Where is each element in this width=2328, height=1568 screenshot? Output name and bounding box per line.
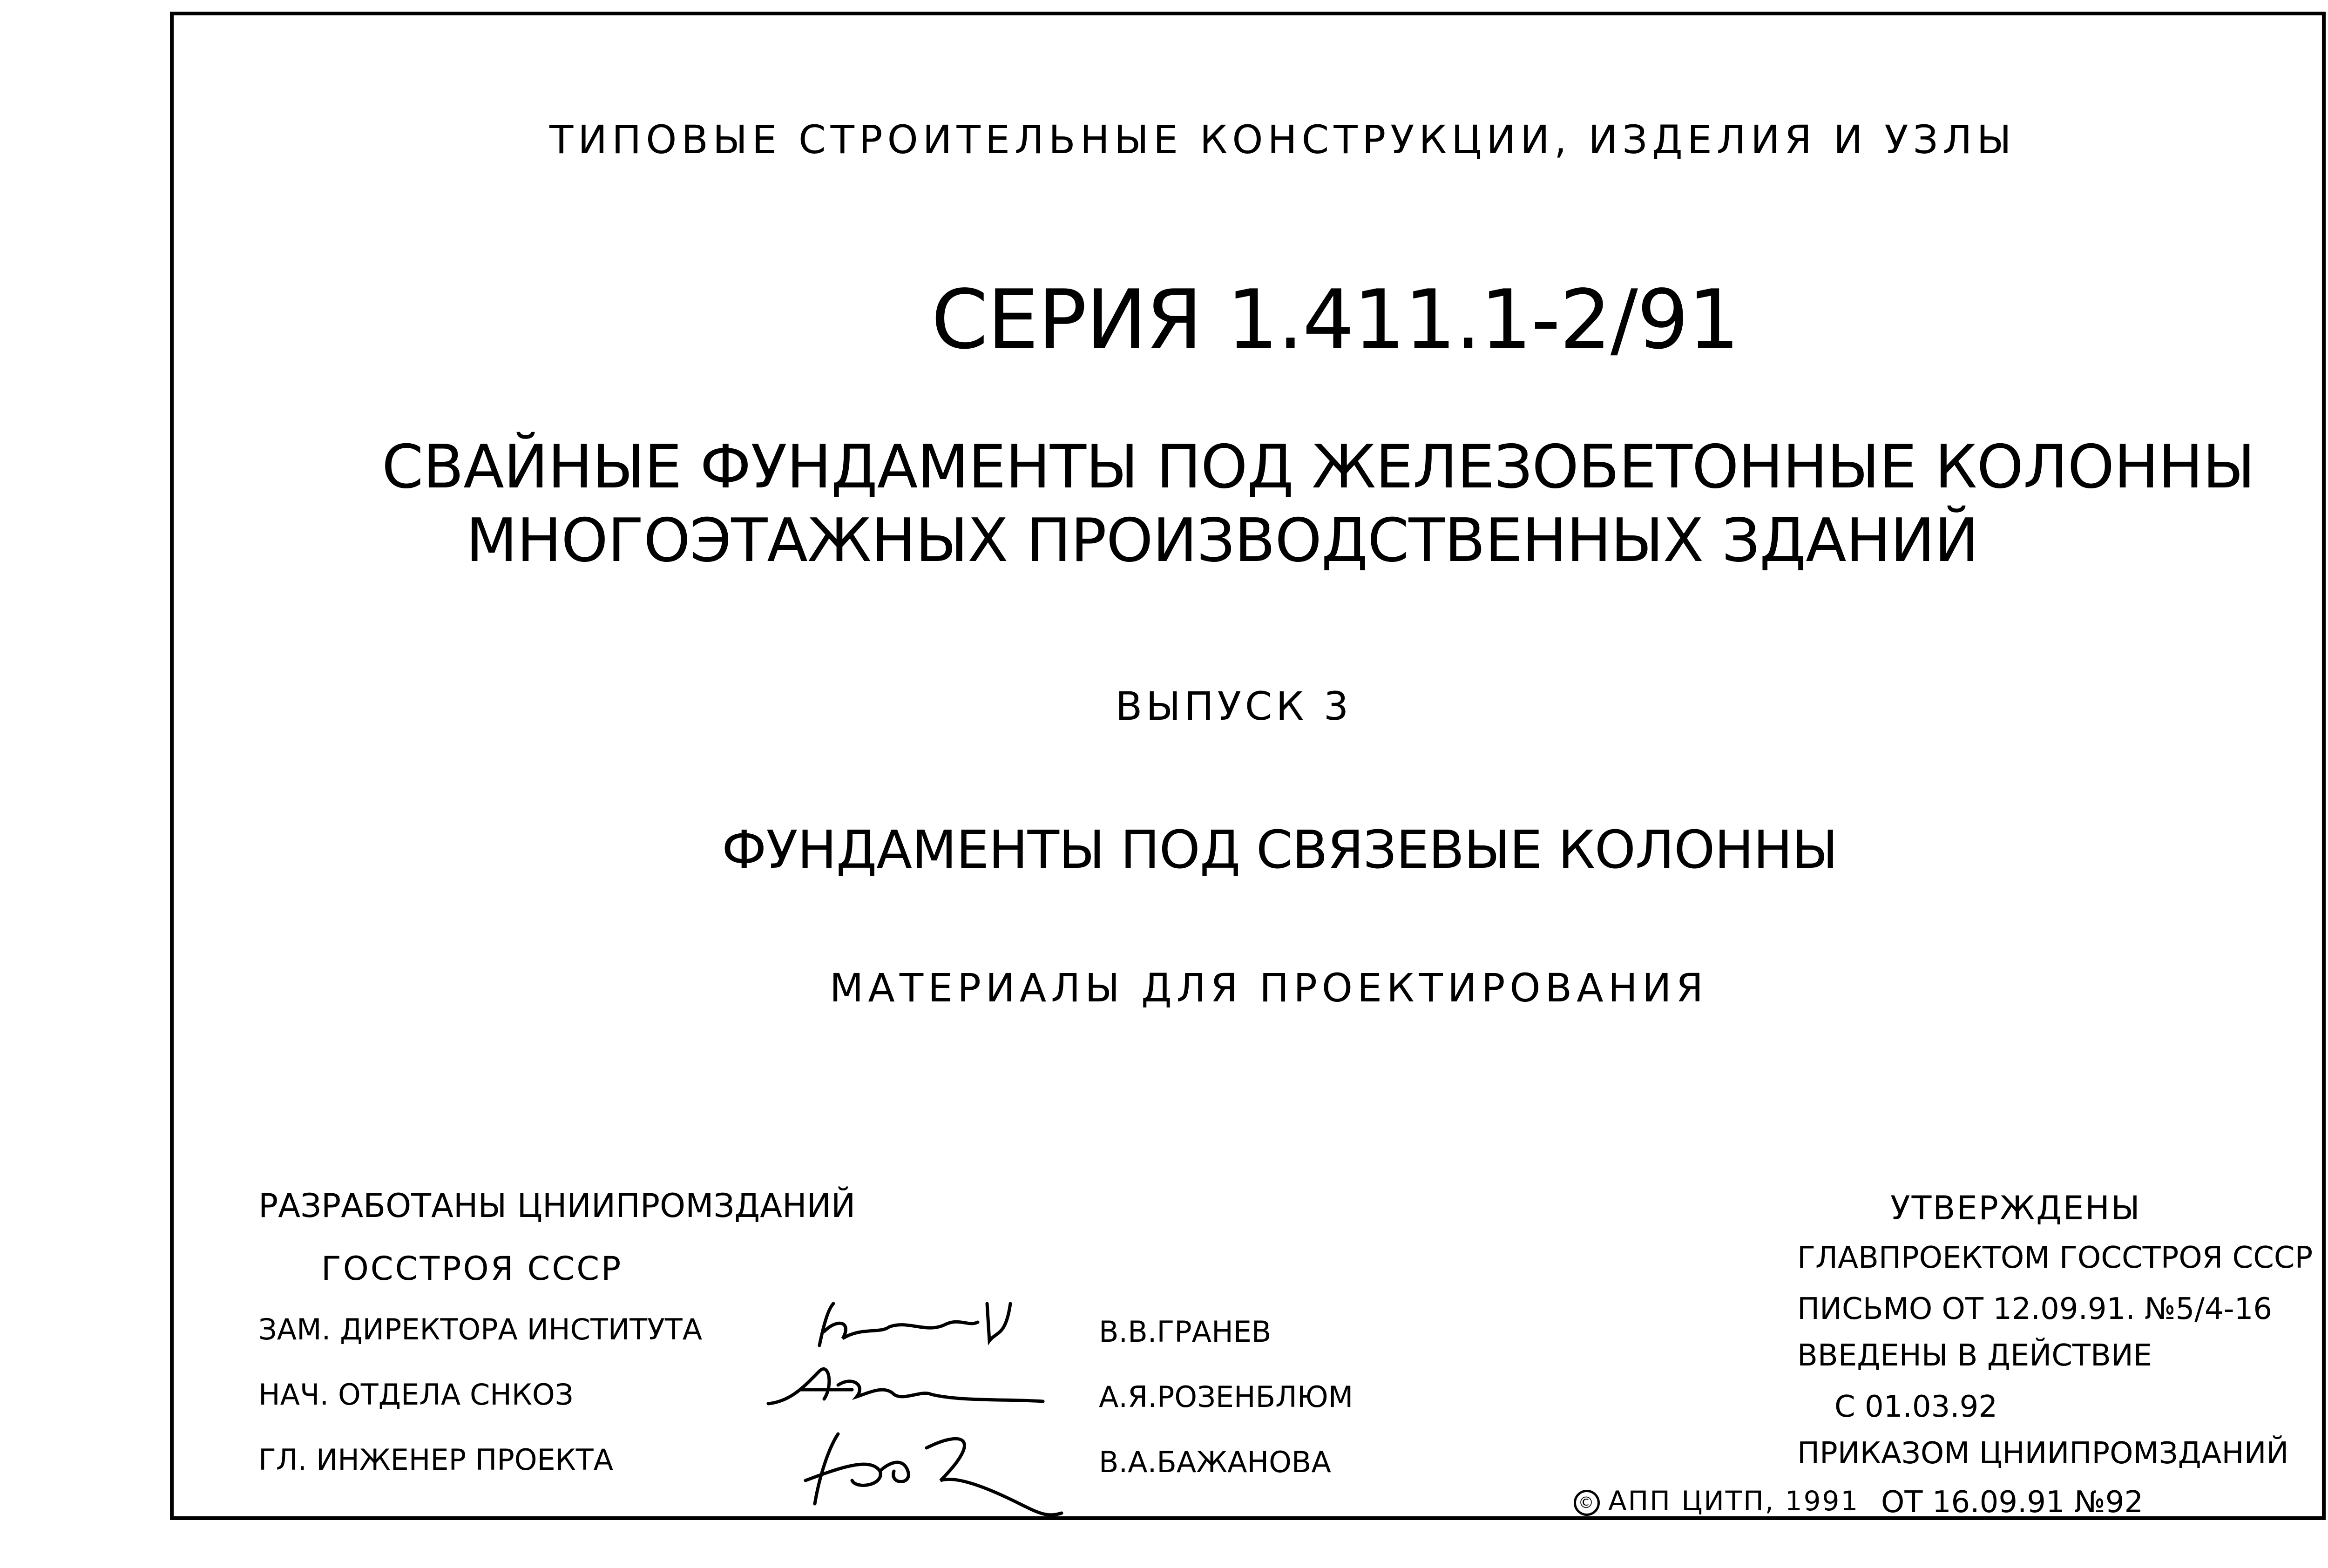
standard-header: ТИПОВЫЕ СТРОИТЕЛЬНЫЕ КОНСТРУКЦИИ, ИЗДЕЛИЯ И УЗЛЫ — [549, 117, 2016, 162]
effective-date: С 01.03.92 — [1834, 1390, 1998, 1424]
order-by: ПРИКАЗОМ ЦНИИПРОМЗДАНИЙ — [1797, 1436, 2289, 1471]
approved-by: ГЛАВПРОЕКТОМ ГОССТРОЯ СССР — [1797, 1241, 2313, 1275]
signature-1-image — [810, 1294, 1052, 1359]
signature-3-image — [787, 1420, 1066, 1522]
document-title-line-1: СВАЙНЫЕ ФУНДАМЕНТЫ ПОД ЖЕЛЕЗОБЕТОННЫЕ КОЛОННЫ — [382, 433, 2255, 502]
issue-number: ВЫПУСК 3 — [1115, 683, 1353, 729]
signatory-name-2: А.Я.РОЗЕНБЛЮМ — [1099, 1380, 1353, 1414]
approval-letter: ПИСЬМО ОТ 12.09.91. №5/4-16 — [1797, 1292, 2273, 1326]
document-title-line-2: МНОГОЭТАЖНЫХ ПРОИЗВОДСТВЕННЫХ ЗДАНИЙ — [466, 506, 1979, 575]
materials-caption: МАТЕРИАЛЫ ДЛЯ ПРОЕКТИРОВАНИЯ — [829, 965, 1708, 1011]
issue-subtitle: ФУНДАМЕНТЫ ПОД СВЯЗЕВЫЕ КОЛОННЫ — [722, 820, 1838, 880]
signatory-role-3: ГЛ. ИНЖЕНЕР ПРОЕКТА — [258, 1443, 613, 1477]
signatory-name-1: В.В.ГРАНЕВ — [1099, 1315, 1272, 1349]
copyright-text: АПП ЦИТП, 1991 — [1608, 1485, 1860, 1517]
signature-2-image — [764, 1357, 1052, 1418]
copyright-notice — [1574, 1487, 1859, 1516]
developer-line-1: РАЗРАБОТАНЫ ЦНИИПРОМЗДАНИЙ — [258, 1187, 856, 1225]
signatory-role-2: НАЧ. ОТДЕЛА СНКОЗ — [258, 1378, 574, 1412]
order-date: ОТ 16.09.91 №92 — [1881, 1485, 2144, 1520]
series-number: СЕРИЯ 1.411.1-2/91 — [931, 273, 1739, 367]
signatory-name-3: В.А.БАЖАНОВА — [1099, 1445, 1331, 1479]
effective-label: ВВЕДЕНЫ В ДЕЙСТВИЕ — [1797, 1338, 2152, 1373]
copyright-icon: © — [1574, 1490, 1600, 1516]
developer-line-2: ГОССТРОЯ СССР — [321, 1250, 623, 1288]
signatory-role-1: ЗАМ. ДИРЕКТОРА ИНСТИТУТА — [258, 1312, 703, 1346]
approved-heading: УТВЕРЖДЕНЫ — [1890, 1189, 2141, 1227]
